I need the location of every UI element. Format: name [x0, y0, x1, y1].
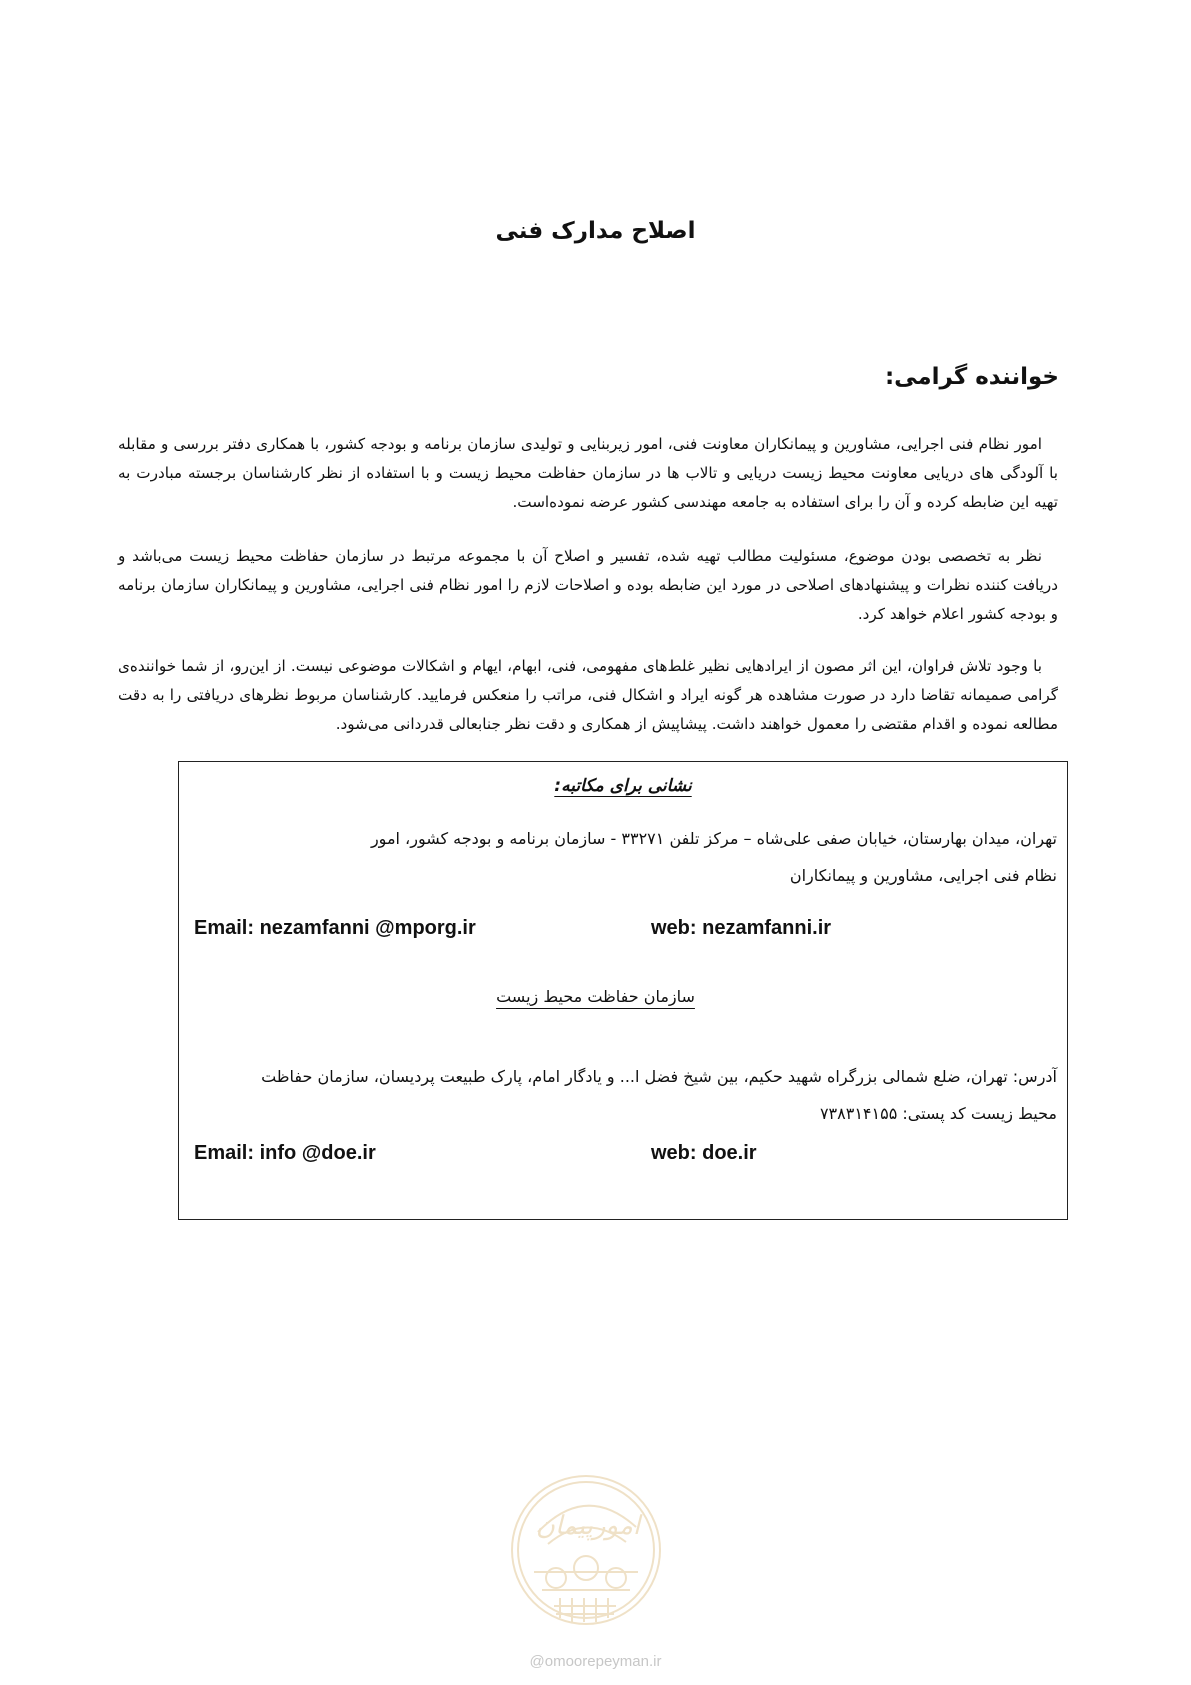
org2-name	[0, 987, 1191, 1006]
document-title: اصلاح مدارک فنی	[495, 218, 696, 244]
org1-email[interactable]: Email: nezamfanni @mporg.ir	[194, 917, 476, 939]
seal-text: امورپیمان	[535, 1511, 641, 1541]
watermark-handle: @omoorepeyman.ir	[529, 1653, 662, 1670]
org1-web[interactable]: web: nezamfanni.ir	[651, 917, 832, 939]
org2-web[interactable]: web: doe.ir	[651, 1142, 757, 1164]
intro-paragraph	[118, 430, 1058, 517]
errata-paragraph	[118, 652, 1058, 739]
org1-address: تهران، میدان بهارستان، خیابان صفی علی‌شاه – مرکز تلفن ۳۳۲۷۱ - سازمان برنامه و بودجه کشور، امور نظام فنی اجرایی، مشاورین و پیمانکاران	[370, 829, 1057, 885]
org2-name-text: سازمان حفاظت محیط زیست	[496, 987, 695, 1006]
intro-paragraph-text: امور نظام فنی اجرایی، مشاورین و پیمانکاران معاونت فنی، امور زیربنایی و تولیدی سازمان برنامه و بودجه کشور، با همکاری دفتر بررسی و مقابله با آلودگی های دریایی معاونت محیط زیست دریایی و تالاب ها در سازمان حفاظت محیط زیست و با استفاده از نظر کارشناسان برجسته مبادرت به تهیه این ضابطه کرده و آن را برای استفاده به جامعه مهندسی کشور عرضه نموده‌است.	[118, 435, 1058, 511]
org2-email[interactable]: Email: info @doe.ir	[194, 1142, 376, 1164]
omoorepeyman-seal-icon	[508, 1472, 664, 1628]
errata-paragraph-text: با وجود تلاش فراوان، این اثر مصون از ایرادهایی نظیر غلط‌های مفهومی، فنی، ابهام، ایهام و اشکالات موضوعی نیست. از این‌رو، از شما خواننده‌ی گرامی صمیمانه تقاضا دارد در صورت مشاهده هر گونه ایراد و اشکال فنی، مراتب را منعکس فرمایید. کارشناسان مربوط نظرهای دریافتی را به دقت مطالعه نموده و اقدام مقتضی را معمول خواهند داشت. پیشاپیش از همکاری و دقت نظر جنابعالی قدردانی می‌شود.	[118, 657, 1058, 733]
contact-box-heading-text: نشانی برای مکاتبه:	[554, 776, 692, 796]
responsibility-paragraph	[118, 542, 1058, 629]
greeting-heading: خواننده گرامی:	[884, 364, 1059, 390]
responsibility-paragraph-text: نظر به تخصصی بودن موضوع، مسئولیت مطالب تهیه شده، تفسیر و اصلاح آن با مجموعه مرتبط در سازمان حفاظت محیط زیست می‌باشد و دریافت کننده نظرات و پیشنهادهای اصلاحی در مورد این ضابطه بوده و اصلاحات لازم را امور نظام فنی اجرایی، مشاورین و پیمانکاران سازمان برنامه و بودجه کشور اعلام خواهد کرد.	[118, 547, 1058, 623]
contact-box-heading	[179, 776, 1067, 796]
org2-address: آدرس: تهران، ضلع شمالی بزرگراه شهید حکیم، بین شیخ فضل ا... و یادگار امام، پارک طبیعت پردیسان، سازمان حفاظت محیط زیست کد پستی: ۷۳۸۳۱۴۱۵۵	[261, 1067, 1057, 1123]
